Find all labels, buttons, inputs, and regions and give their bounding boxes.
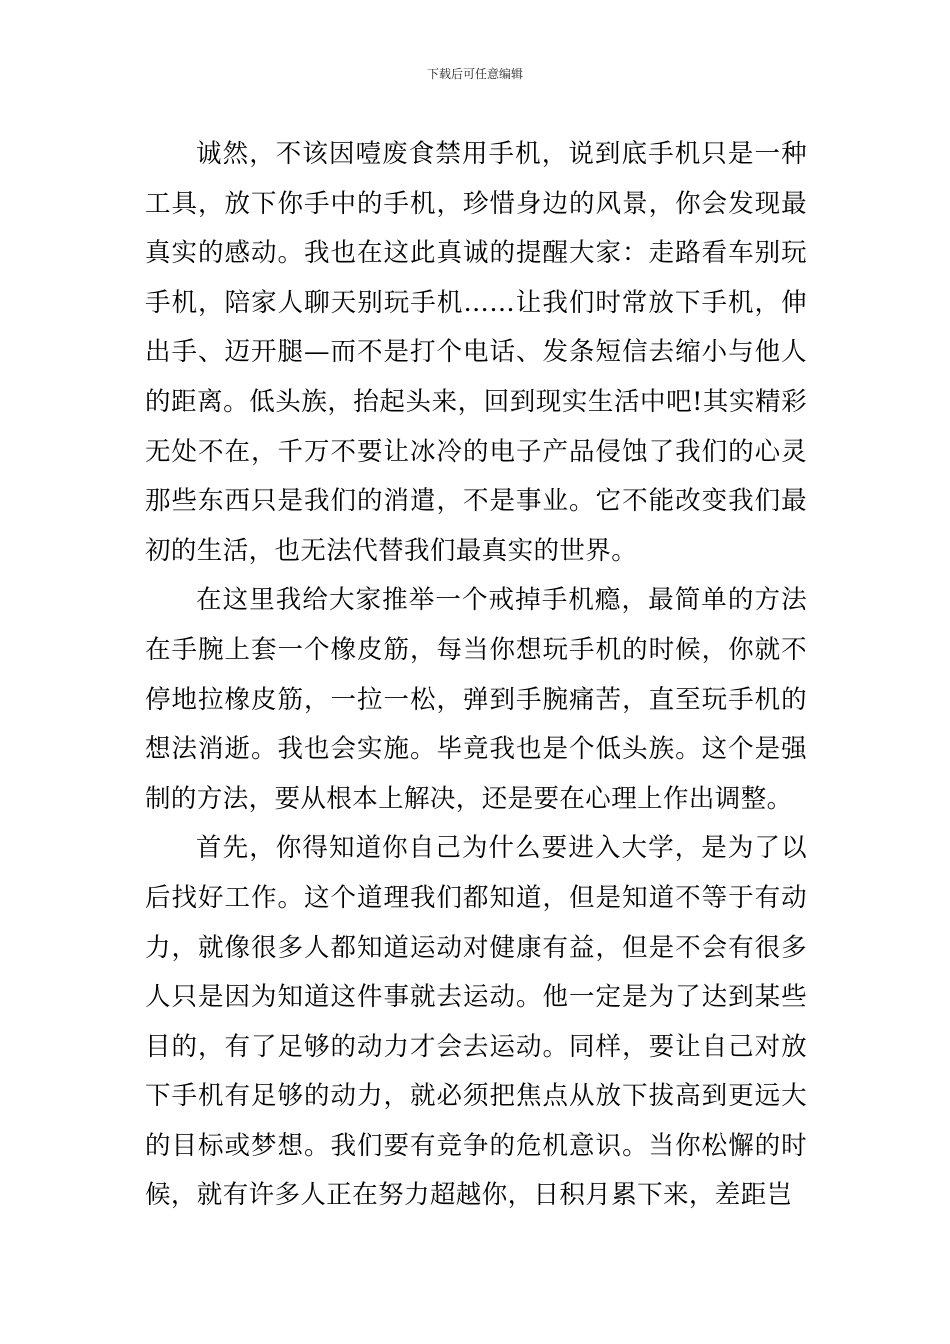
paragraph-1: 诚然，不该因噎废食禁用手机，说到底手机只是一种工具，放下你手中的手机，珍惜身边的风景，你会发现最真实的感动。我也在这此真诚的提醒大家：走路看车别玩手机，陪家人聊天别玩手机……让我们时常放下手机，伸出手、迈开腿—而不是打个电话、发条短信去缩小与他人的距离。低头族，抬起头来，回到现实生活中吧!其实精彩无处不在，千万不要让冰冷的电子产品侵蚀了我们的心灵那些东西只是我们的消遣，不是事业。它不能改变我们最初的生活，也无法代替我们最真实的世界。 [145,139,807,566]
document-body [145,130,807,1221]
paragraph-2: 在这里我给大家推举一个戒掉手机瘾，最简单的方法在手腕上套一个橡皮筋，每当你想玩手机的时候，你就不停地拉橡皮筋，一拉一松，弹到手腕痛苦，直至玩手机的想法消逝。我也会实施。毕竟我也是个低头族。这个是强制的方法，要从根本上解决，还是要在心理上作出调整。 [145,585,807,814]
page-header: 下载后可任意编辑 [426,67,523,81]
paragraph-3: 首先，你得知道你自己为什么要进入大学，是为了以后找好工作。这个道理我们都知道，但是知道不等于有动力，就像很多人都知道运动对健康有益，但是不会有很多人只是因为知道这件事就去运动。他一定是为了达到某些目的，有了足够的动力才会去运动。同样，要让自己对放下手机有足够的动力，就必须把焦点从放下拔高到更远大的目标或梦想。我们要有竞争的危机意识。当你松懈的时候，就有许多人正在努力超越你，日积月累下来，差距岂 [145,833,807,1211]
